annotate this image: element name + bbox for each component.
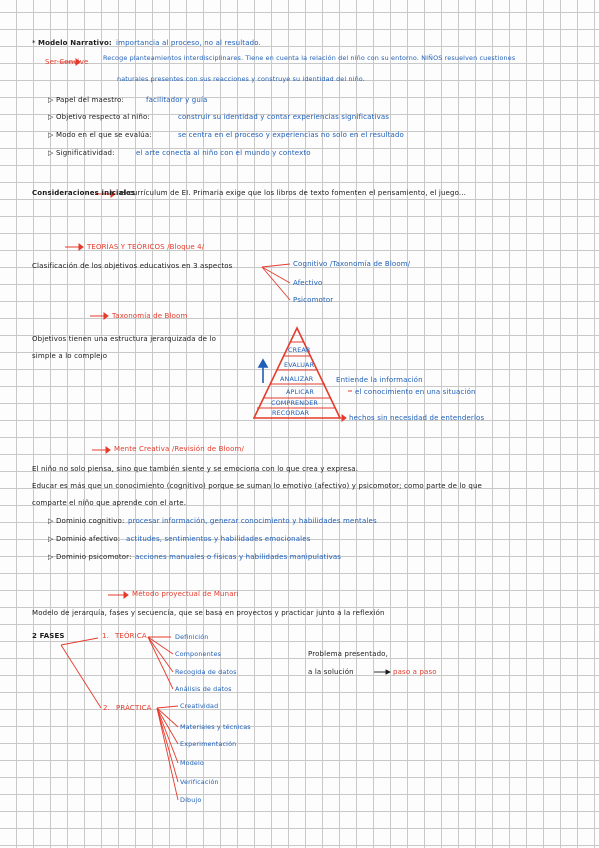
pyramid-analizar: ANALIZAR: [280, 375, 314, 383]
up-arrow: [259, 360, 267, 383]
practica-item-materiales: Materiales y técnicas: [180, 723, 251, 731]
problema-text-2: a la solución: [308, 668, 354, 676]
dominio-cognitivo-label: Dominio cognitivo:: [56, 517, 125, 525]
munari-diagram: [61, 637, 178, 800]
modo-evalua-text: se centra en el proceso y experiencias no solo en el resultado: [178, 131, 404, 139]
papel-maestro-label: Papel del maestro:: [56, 96, 124, 104]
significatividad-text: el arte conecta al niño con el mundo y contexto: [136, 149, 311, 157]
munari-intro: Modelo de jerarquía, fases y secuencia, que se basa en proyectos y practicar junto a la reflexión: [32, 609, 385, 617]
problema-text-3: paso a paso: [393, 668, 437, 676]
note-aplicar: el conocimiento en una situación: [355, 388, 476, 396]
branch-psicomotor: Psicomotor: [293, 296, 334, 304]
modelo-narrativo-label: Modelo Narrativo:: [38, 39, 112, 47]
consideraciones-text: el currículum de EI. Primaria exige que los libros de texto fomenten el pensamiento, el juego...: [120, 189, 467, 197]
teorica-item-analisis: Análisis de datos: [175, 685, 232, 693]
pyramid-evaluar: EVALUAR: [284, 361, 315, 369]
bullet-d3: ▷: [48, 553, 54, 561]
problema-text-1: Problema presentado,: [308, 650, 388, 658]
branch-cognitivo: Cognitivo /Taxonomía de Bloom/: [293, 260, 411, 268]
objetivo-nino-text: construir su identidad y contar experiencias significativas: [178, 113, 390, 121]
practica-item-modelo: Modelo: [180, 759, 204, 767]
dominio-psicomotor-text: acciones manuales o físicas y habilidades manipulativas: [135, 553, 342, 561]
teorica-number: 1.: [102, 632, 109, 640]
mente-line-2: Educar es más que un conocimiento (cognitivo) porque se suman lo emotivo (afectivo) y psicomotor; como parte de lo que: [32, 482, 482, 490]
bullet-2: ▷: [48, 113, 54, 121]
modelo-narrativo-text: importancia al proceso, no al resultado.: [116, 39, 261, 47]
pyramid-recordar: RECORDAR: [272, 409, 310, 417]
munari-heading: Método proyectual de Munari: [132, 590, 239, 598]
arrowhead: [104, 313, 108, 319]
mente-creativa-heading: Mente Creativa /Revisión de Bloom/: [114, 445, 245, 453]
branch-afectivo: Afectivo: [293, 279, 323, 287]
dominio-psicomotor-label: Dominio psicomotor:: [56, 553, 132, 561]
teorica-item-recogida: Recogida de datos: [175, 668, 237, 676]
fases-label: 2 FASES: [32, 632, 65, 640]
clasificacion-text: Clasificación de los objetivos educativos en 3 aspectos: [32, 262, 233, 270]
bullet-d2: ▷: [48, 535, 54, 543]
pyramid-crear: CREAR: [288, 346, 311, 354]
practica-item-creatividad: Creatividad: [180, 702, 219, 710]
dominio-cognitivo-text: procesar información, generar conocimiento y habilidades mentales: [128, 517, 377, 525]
note-recordar: hechos sin necesidad de entenderlos: [349, 414, 485, 422]
teorica-item-componentes: Componentes: [175, 650, 222, 658]
arrowhead: [106, 447, 110, 453]
taxonomia-text-2: simple a lo complejo: [32, 352, 108, 360]
arrow-solucion: [374, 670, 390, 674]
consideraciones-label: Consideraciones iniciales: [32, 189, 136, 197]
taxonomia-text-1: Objetivos tienen una estructura jerarquizada de lo: [32, 335, 217, 343]
teorica-item-definicion: Definición: [175, 633, 209, 641]
mente-line-1: El niño no solo piensa, sino que también siente y se emociona con lo que crea y expresa.: [32, 465, 359, 473]
practica-number: 2.: [103, 704, 110, 712]
mente-line-3: comparte el niño que aprende con el arte.: [32, 499, 187, 507]
practica-item-experimentacion: Experimentación: [180, 740, 237, 748]
bullet-d1: ▷: [48, 517, 54, 525]
dominio-afectivo-label: Dominio afectivo:: [56, 535, 121, 543]
teorias-heading: TEORÍAS Y TEÓRICOS /Bloque 4/: [87, 243, 205, 251]
ser-convive-text-1: Recoge planteamientos interdisciplinares. Tiene en cuenta la relación del niño con su entorno. NIÑOS resuelven cuestiones: [103, 54, 516, 62]
classification-branches: [262, 264, 290, 300]
practica-item-dibujo: Dibujo: [180, 796, 202, 804]
ser-convive-label: Ser-Convive: [45, 58, 89, 66]
dominio-afectivo-text: actitudes, sentimientos y habilidades emocionales: [126, 535, 311, 543]
practica-label: PRÁCTICA: [116, 704, 152, 712]
taxonomia-heading: Taxonomía de Bloom: [112, 312, 188, 320]
note-analizar: Entiende la información: [336, 376, 423, 384]
bullet-4: ▷: [48, 149, 54, 157]
pyramid-comprender: COMPRENDER: [271, 399, 319, 407]
practica-item-verificacion: Verificación: [180, 778, 219, 786]
arrowhead: [124, 592, 128, 598]
arrowhead: [342, 415, 346, 421]
modo-evalua-label: Modo en el que se evalúa:: [56, 131, 152, 139]
objetivo-nino-label: Objetivo respecto al niño:: [56, 113, 150, 121]
pyramid-aplicar: APLICAR: [286, 388, 314, 396]
teorica-label: TEÓRICA: [115, 632, 147, 640]
bullet-1: ▷: [48, 96, 54, 104]
significatividad-label: Significatividad:: [56, 149, 115, 157]
arrowhead: [79, 244, 83, 250]
papel-maestro-text: facilitador y guía: [146, 96, 208, 104]
title-mark: *: [32, 39, 36, 47]
ser-convive-text-2: naturales presentes con sus reacciones y construye su identidad del niño.: [117, 75, 365, 83]
bullet-3: ▷: [48, 131, 54, 139]
